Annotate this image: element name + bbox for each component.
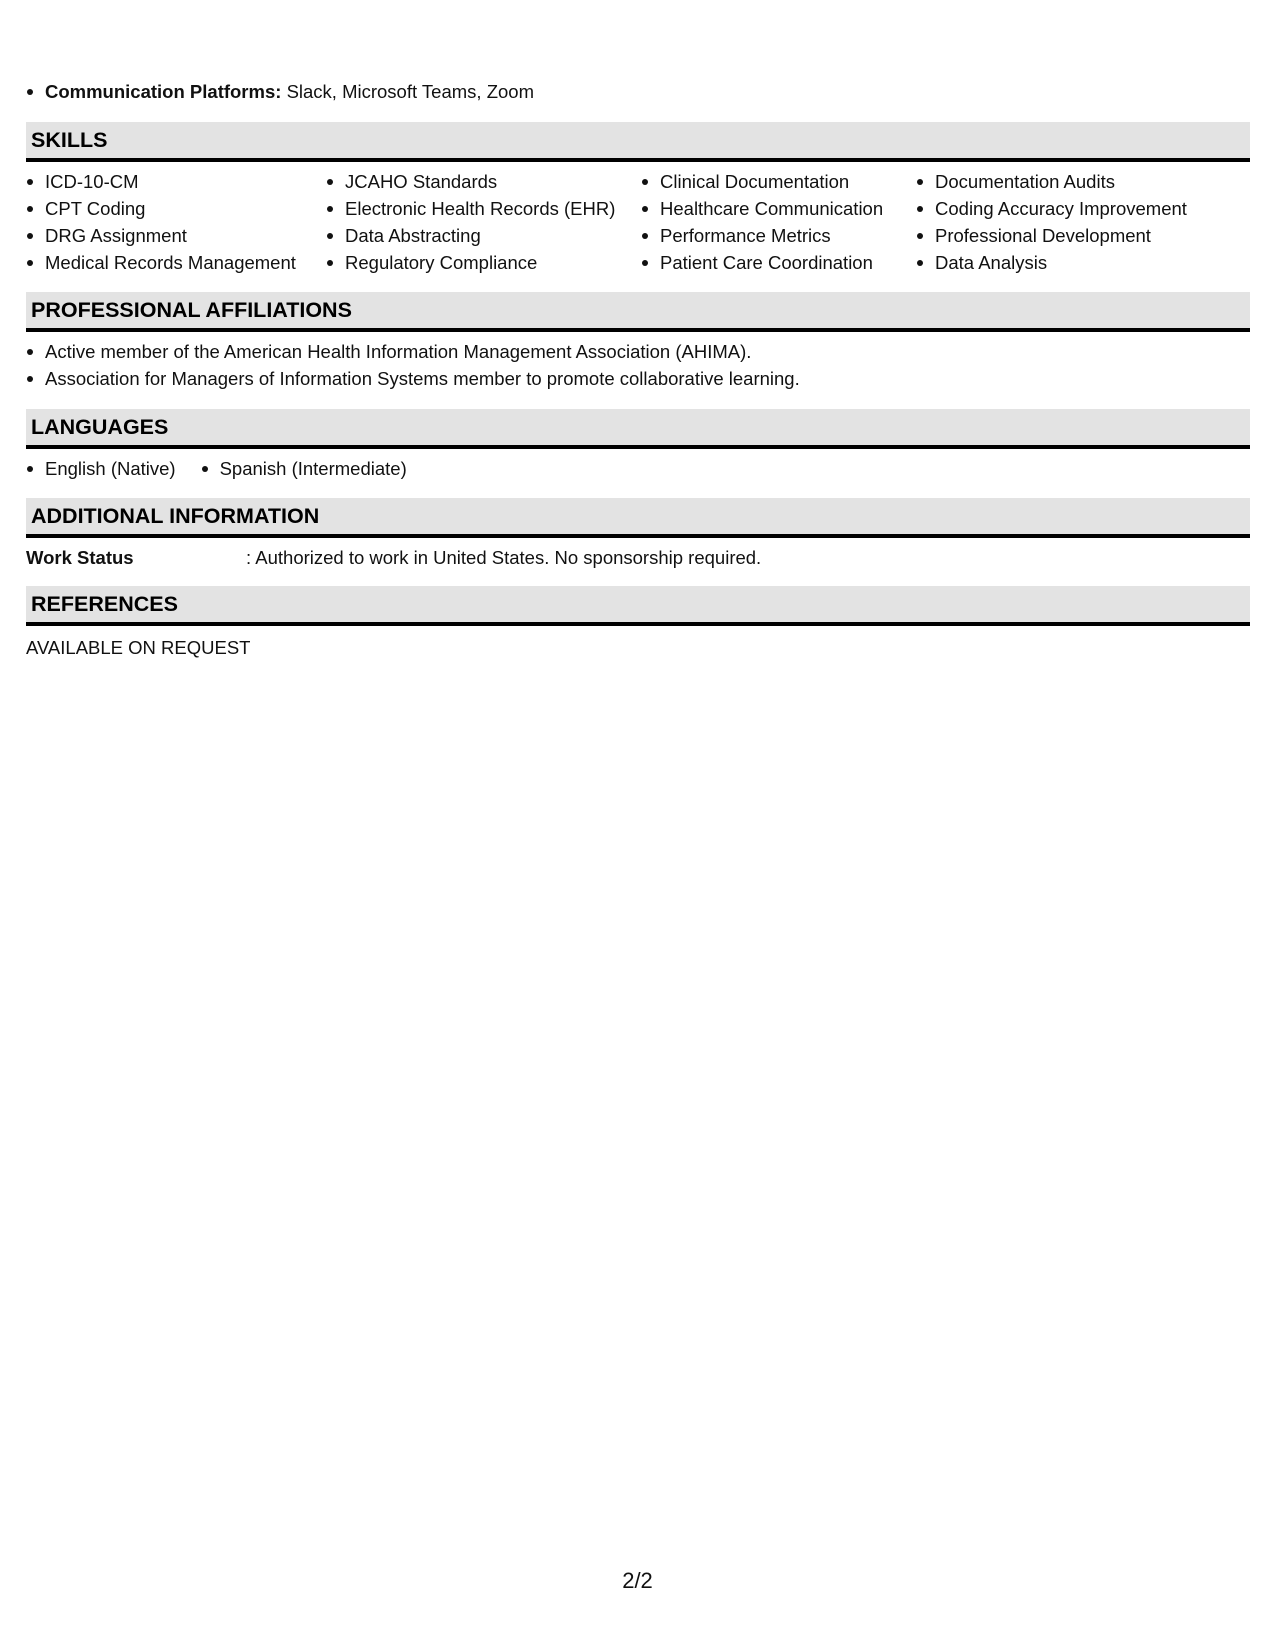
- skill-item: CPT Coding: [26, 195, 326, 222]
- skills-section-title: SKILLS: [26, 122, 1250, 162]
- skill-item: Performance Metrics: [641, 222, 916, 249]
- affiliations-list: [26, 338, 1250, 392]
- skill-item: Electronic Health Records (EHR): [326, 195, 641, 222]
- skills-column: [326, 168, 641, 276]
- skills-grid: [26, 168, 1250, 276]
- skill-item: Coding Accuracy Improvement: [916, 195, 1246, 222]
- language-item: Spanish (Intermediate): [201, 455, 407, 482]
- skill-item: DRG Assignment: [26, 222, 326, 249]
- skill-item: Data Analysis: [916, 249, 1246, 276]
- language-item: English (Native): [26, 455, 176, 482]
- work-status-row: [26, 544, 1250, 571]
- work-status-value: : Authorized to work in United States. No sponsorship required.: [246, 547, 762, 568]
- skills-column: [916, 168, 1246, 276]
- list-item: [26, 78, 1250, 105]
- resume-page: [26, 78, 1250, 661]
- affiliation-item: Association for Managers of Information Systems member to promote collaborative learning.: [26, 365, 1250, 392]
- work-status-label: Work Status: [26, 547, 134, 568]
- communication-platforms-label: Communication Platforms:: [45, 81, 282, 102]
- skill-item: Data Abstracting: [326, 222, 641, 249]
- additional-info-section-title: ADDITIONAL INFORMATION: [26, 498, 1250, 538]
- languages-section-title: LANGUAGES: [26, 409, 1250, 449]
- skill-item: Healthcare Communication: [641, 195, 916, 222]
- skill-item: Medical Records Management: [26, 249, 326, 276]
- communication-platforms-list: [26, 78, 1250, 105]
- skill-item: Patient Care Coordination: [641, 249, 916, 276]
- skill-item: JCAHO Standards: [326, 168, 641, 195]
- affiliation-item: Active member of the American Health Information Management Association (AHIMA).: [26, 338, 1250, 365]
- skill-item: Clinical Documentation: [641, 168, 916, 195]
- references-section-title: REFERENCES: [26, 586, 1250, 626]
- skill-item: Regulatory Compliance: [326, 249, 641, 276]
- skill-item: ICD-10-CM: [26, 168, 326, 195]
- skills-column: [641, 168, 916, 276]
- references-text: AVAILABLE ON REQUEST: [26, 637, 251, 658]
- languages-list: [26, 455, 1250, 482]
- skills-column: [26, 168, 326, 276]
- page-number: 2/2: [622, 1568, 653, 1593]
- affiliations-section-title: PROFESSIONAL AFFILIATIONS: [26, 292, 1250, 332]
- skill-item: Documentation Audits: [916, 168, 1246, 195]
- skill-item: Professional Development: [916, 222, 1246, 249]
- communication-platforms-value: Slack, Microsoft Teams, Zoom: [286, 81, 534, 102]
